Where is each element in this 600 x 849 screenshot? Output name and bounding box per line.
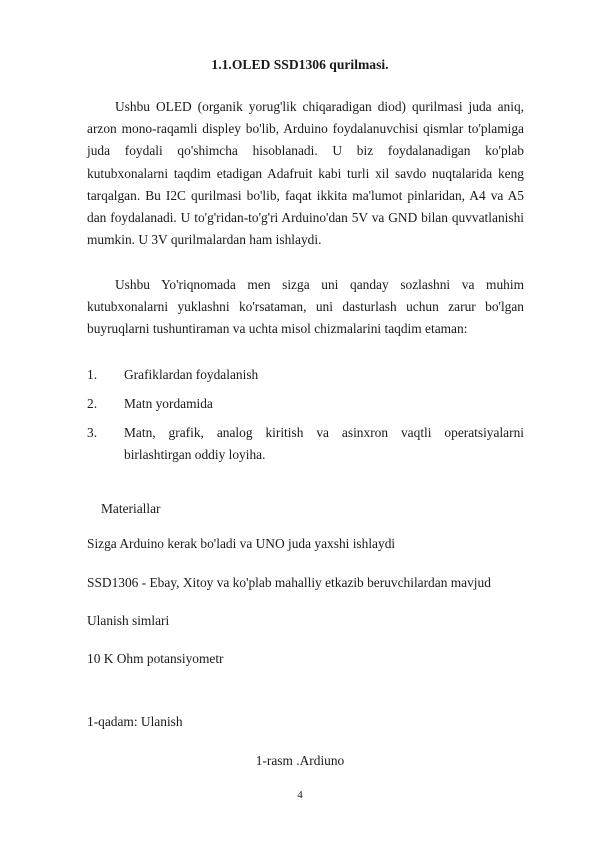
list-text: Matn, grafik, analog kiritish va asinxron vaqtli operatsiyalarni birlashtirgan oddiy loyiha. [124,425,524,463]
intro-paragraph: Ushbu OLED (organik yorug'lik chiqaradigan diod) qurilmasi juda aniq, arzon mono-raqamli displey bo'lib, Arduino foydalanuvchisi qismlar to'plamiga juda foydali qo'shimcha hisoblanadi. U biz foydalanadigan ko'plab kutubxonalarni taqdim etadigan Adafruit kabi turli xil savdo nuqtalarida keng tarqalgan. Bu I2C qurilmasi bo'lib, faqat ikkita ma'lumot pinlaridan, A4 va A5 dan foydalanadi. U to'g'ridan-to'g'ri Arduino'dan 5V va GND bilan quvvatlanishi mumkin. U 3V qurilmalardan ham ishlaydi. [87,99,524,248]
material-item: SSD1306 - Ebay, Xitoy va ko'plab mahalliy etkazib beruvchilardan mavjud [87,575,491,590]
page-number: 4 [297,789,303,801]
material-item: Sizga Arduino kerak bo'ladi va UNO juda yaxshi ishlaydi [87,536,396,551]
guide-paragraph: Ushbu Yo'riqnomada men sizga uni qanday sozlashni va muhim kutubxonalarni yuklashni ko'rsataman, uni dasturlash uchun zarur bo'lgan buyruqlarni tushuntiraman va uchta misol chizmalarini taqdim etaman: [87,277,524,337]
material-item: Ulanish simlari [87,613,170,628]
section-title: 1.1.OLED SSD1306 qurilmasi. [211,57,389,72]
list-text: Matn yordamida [124,396,213,411]
list-number: 3. [87,425,98,440]
materials-heading: Materiallar [101,501,161,516]
list-number: 1. [87,367,98,382]
list-number: 2. [87,396,98,411]
material-item: 10 K Ohm potansiyometr [87,651,224,666]
list-text: Grafiklardan foydalanish [124,367,259,382]
step-heading: 1-qadam: Ulanish [87,714,183,729]
figure-caption: 1-rasm .Ardiuno [255,753,345,768]
